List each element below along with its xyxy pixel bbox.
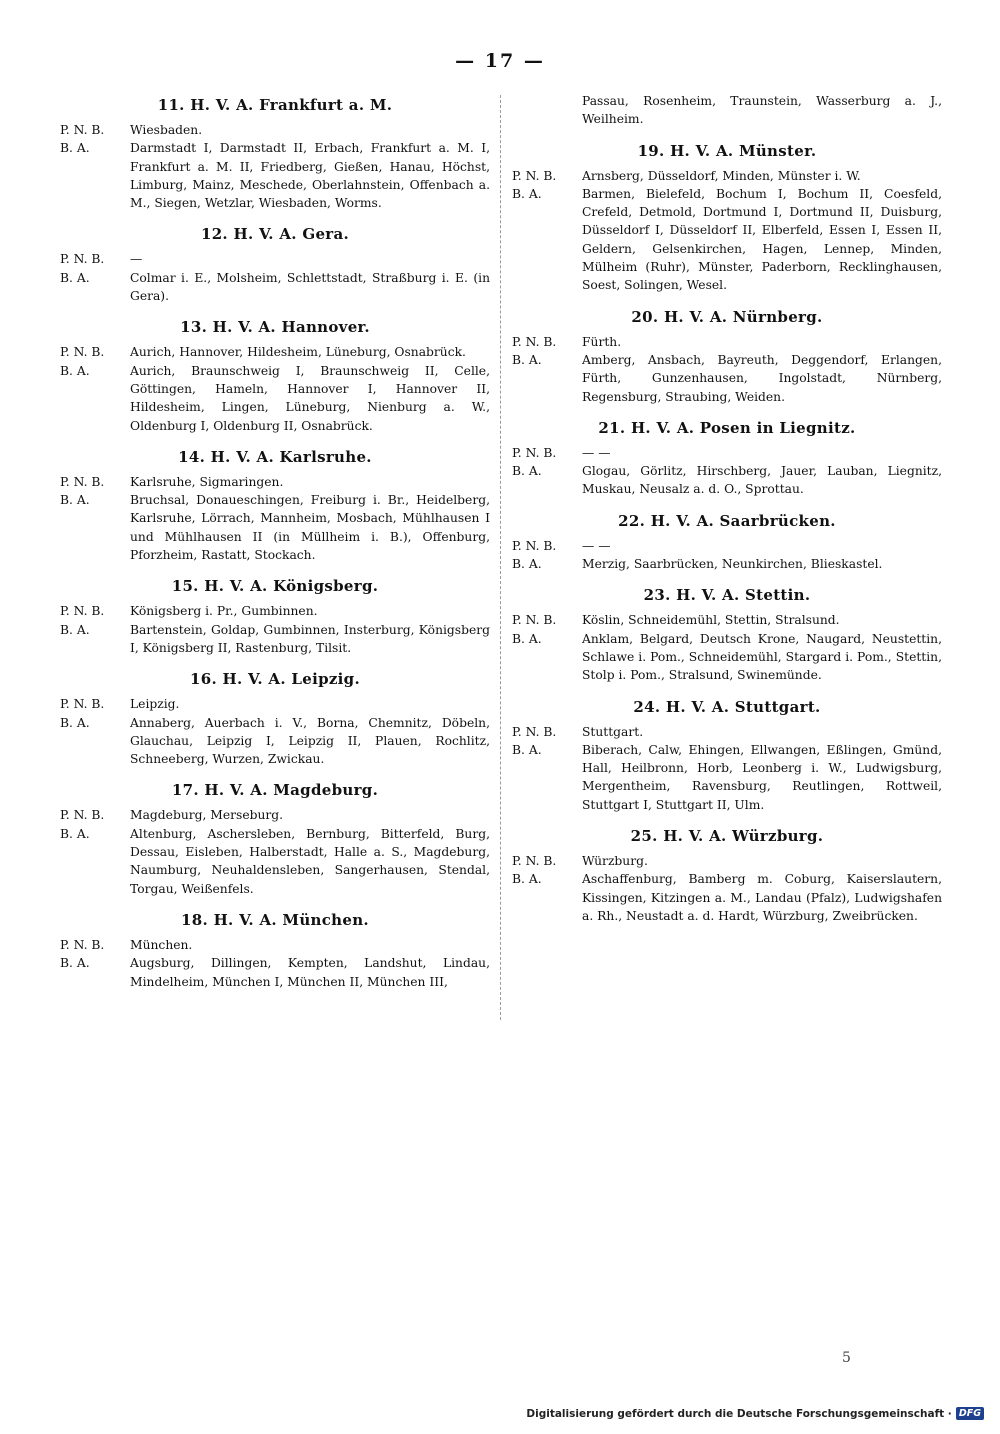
ba-text: Aurich, Braunschweig I, Braunschweig II, Celle, Göttingen, Hameln, Hannover I, Hannover II, Hildesheim, Lingen, Lüneburg, Nienburg a. W., Oldenburg I, Oldenburg II, Osnabrück. [130, 363, 490, 433]
pnb-text: — — [582, 538, 611, 553]
section-heading: 22. H. V. A. Saarbrücken. [618, 511, 836, 530]
ba-row [60, 269, 490, 306]
section-heading: 11. H. V. A. Frankfurt a. M. [157, 96, 393, 114]
pnb-label: P. N. B. [60, 474, 105, 489]
ba-label: B. A. [512, 557, 542, 572]
page-number: — 17 — [455, 50, 545, 72]
section-heading: 14. H. V. A. Karlsruhe. [178, 447, 372, 466]
pnb-text: Köslin, Schneidemühl, Stettin, Stralsund. [582, 613, 840, 628]
section-25-wuerzburg [512, 827, 942, 925]
continuation-text: Passau, Rosenheim, Traunstein, Wasserburg a. J., Weilheim. [582, 94, 942, 127]
ba-row [512, 351, 942, 406]
section-17-magdeburg [60, 781, 490, 897]
ba-row [60, 954, 490, 991]
pnb-text: Fürth. [582, 334, 622, 349]
pnb-label: P. N. B. [60, 808, 105, 823]
ba-label: B. A. [512, 464, 542, 479]
ba-text: Biberach, Calw, Ehingen, Ellwangen, Eßlingen, Gmünd, Hall, Heilbronn, Horb, Leonberg i. W., Ludwigsburg, Mergentheim, Ravensburg, Reutlingen, Rottweil, Stuttgart I, Stuttgart II, Ulm. [582, 742, 942, 812]
pnb-text: Königsberg i. Pr., Gumbinnen. [130, 604, 318, 619]
right-column [512, 92, 942, 938]
ba-text: Augsburg, Dillingen, Kempten, Landshut, Lindau, Mindelheim, München I, München II, München III, [130, 956, 490, 989]
ba-label: B. A. [512, 742, 542, 757]
ba-label: B. A. [60, 270, 90, 285]
section-heading: 20. H. V. A. Nürnberg. [631, 307, 823, 326]
pnb-label: P. N. B. [60, 604, 105, 619]
ba-text: Colmar i. E., Molsheim, Schlettstadt, Straßburg i. E. (in Gera). [130, 270, 490, 304]
pnb-row [512, 444, 942, 462]
pnb-text: — — [582, 445, 611, 460]
ba-label: B. A. [60, 715, 90, 730]
ba-label: B. A. [60, 493, 90, 508]
pnb-text: — [130, 252, 143, 267]
ba-text: Altenburg, Aschersleben, Bernburg, Bitterfeld, Burg, Dessau, Eisleben, Halberstadt, Halle a. S., Magdeburg, Naumburg, Neuhaldensleben, Sangerhausen, Stendal, Torgau, Weißenfels. [130, 826, 490, 896]
section-heading: 13. H. V. A. Hannover. [180, 318, 370, 337]
ba-text: Barmen, Bielefeld, Bochum I, Bochum II, Coesfeld, Crefeld, Detmold, Dortmund I, Dortmund II, Duisburg, Düsseldorf I, Düsseldorf II, Elberfeld, Essen I, Essen II, Geldern, Gelsenkirchen, Hagen, Lennep, Minden, Mülheim (Ruhr), Münster, Paderborn, Recklinghausen, Soest, Solingen, Wesel. [582, 186, 942, 293]
ba-row [512, 741, 942, 814]
pnb-row [60, 806, 490, 824]
pnb-text: Arnsberg, Düsseldorf, Minden, Münster i. W. [582, 168, 861, 183]
pnb-text: Aurich, Hannover, Hildesheim, Lüneburg, Osnabrück. [130, 345, 466, 360]
section-15-koenigsberg [60, 577, 490, 657]
pnb-label: P. N. B. [512, 724, 557, 739]
sheet-signature-mark: 5 [842, 1350, 851, 1366]
section-23-stettin [512, 586, 942, 684]
dfg-logo: DFG [956, 1407, 984, 1420]
pnb-row [512, 852, 942, 870]
ba-row [512, 870, 942, 925]
ba-row [60, 491, 490, 564]
pnb-label: P. N. B. [60, 937, 105, 952]
ba-text: Amberg, Ansbach, Bayreuth, Deggendorf, Erlangen, Fürth, Gunzenhausen, Ingolstadt, Nürnberg, Regensburg, Straubing, Weiden. [582, 352, 942, 404]
ba-label: B. A. [60, 141, 90, 156]
ba-row [60, 825, 490, 898]
ba-row [512, 630, 942, 685]
ba-text: Merzig, Saarbrücken, Neunkirchen, Blieskastel. [582, 557, 883, 572]
section-22-saarbruecken [512, 512, 942, 574]
ba-row [512, 555, 942, 573]
section-19-muenster [512, 142, 942, 295]
ba-label: B. A. [512, 872, 542, 887]
pnb-label: P. N. B. [512, 613, 557, 628]
section-16-leipzig [60, 670, 490, 768]
ba-text: Bartenstein, Goldap, Gumbinnen, Insterburg, Königsberg I, Königsberg II, Rastenburg, Tilsit. [130, 622, 490, 655]
pnb-label: P. N. B. [60, 123, 105, 137]
section-21-posen [512, 419, 942, 499]
ba-text: Glogau, Görlitz, Hirschberg, Jauer, Lauban, Liegnitz, Muskau, Neusalz a. d. O., Sprottau. [582, 464, 942, 497]
section-heading: 15. H. V. A. Königsberg. [171, 577, 379, 596]
section-heading: 19. H. V. A. Münster. [637, 141, 817, 160]
section-heading: 24. H. V. A. Stuttgart. [633, 697, 821, 716]
ba-text: Annaberg, Auerbach i. V., Borna, Chemnitz, Döbeln, Glauchau, Leipzig I, Leipzig II, Plauen, Rochlitz, Schneeberg, Wurzen, Zwickau. [130, 715, 490, 767]
ba-row [60, 621, 490, 658]
pnb-label: P. N. B. [512, 538, 557, 553]
column-divider [500, 95, 501, 1020]
pnb-label: P. N. B. [512, 334, 557, 349]
pnb-row [512, 333, 942, 351]
ba-label: B. A. [512, 631, 542, 646]
left-column [60, 92, 490, 1004]
section-11-frankfurt [60, 96, 490, 212]
section-heading: 18. H. V. A. München. [181, 910, 369, 929]
pnb-label: P. N. B. [60, 697, 105, 712]
section-20-nuernberg [512, 308, 942, 406]
pnb-text: Wiesbaden. [130, 123, 203, 137]
ba-row [60, 714, 490, 769]
pnb-label: P. N. B. [512, 168, 557, 183]
footer-text: Digitalisierung gefördert durch die Deutsche Forschungsgemeinschaft · [526, 1407, 952, 1420]
ba-row [60, 139, 490, 212]
pnb-label: P. N. B. [512, 445, 557, 460]
pnb-row [60, 602, 490, 620]
footer-credit [526, 1407, 984, 1420]
pnb-row [60, 250, 490, 268]
ba-row [512, 462, 942, 499]
ba-row [60, 362, 490, 435]
pnb-label: P. N. B. [60, 252, 105, 267]
pnb-row [512, 537, 942, 555]
pnb-text: Leipzig. [130, 697, 180, 712]
ba-row [512, 185, 942, 295]
pnb-row [60, 121, 490, 139]
section-13-hannover [60, 318, 490, 434]
ba-label: B. A. [60, 363, 90, 378]
ba-label: B. A. [512, 186, 542, 201]
pnb-row [512, 723, 942, 741]
section-heading: 16. H. V. A. Leipzig. [190, 670, 360, 689]
section-heading: 17. H. V. A. Magdeburg. [171, 781, 379, 800]
section-24-stuttgart [512, 698, 942, 814]
section-12-gera [60, 225, 490, 305]
pnb-row [512, 611, 942, 629]
pnb-label: P. N. B. [512, 854, 557, 869]
pnb-row [60, 936, 490, 954]
section-18-muenchen [60, 911, 490, 991]
pnb-text: Stuttgart. [582, 724, 644, 739]
ba-label: B. A. [60, 956, 90, 971]
ba-label: B. A. [512, 352, 542, 367]
ba-text: Bruchsal, Donaueschingen, Freiburg i. Br., Heidelberg, Karlsruhe, Lörrach, Mannheim, Mosbach, Mühlhausen I und Mühlhausen II (in Müllheim i. B.), Offenburg, Pforzheim, Rastatt, Stockach. [130, 493, 490, 563]
pnb-row [60, 695, 490, 713]
pnb-text: Würzburg. [582, 854, 648, 869]
ba-text: Darmstadt I, Darmstadt II, Erbach, Frankfurt a. M. I, Frankfurt a. M. II, Friedberg, Gießen, Hanau, Höchst, Limburg, Mainz, Meschede, Oberlahnstein, Offenbach a. M., Siegen, Wetzlar, Wiesbaden, Worms. [130, 141, 490, 211]
section-heading: 21. H. V. A. Posen in Liegnitz. [598, 418, 856, 437]
ba-label: B. A. [60, 622, 90, 637]
section-heading: 12. H. V. A. Gera. [200, 225, 350, 244]
pnb-row [60, 343, 490, 361]
ba-label: B. A. [60, 826, 90, 841]
ba-text: Anklam, Belgard, Deutsch Krone, Naugard, Neustettin, Schlawe i. Pom., Schneidemühl, Stargard i. Pom., Stettin, Stolp i. Pom., Stralsund, Swinemünde. [582, 631, 942, 683]
section-14-karlsruhe [60, 448, 490, 564]
section-heading: 23. H. V. A. Stettin. [643, 586, 811, 605]
pnb-text: Karlsruhe, Sigmaringen. [130, 474, 284, 489]
section-heading: 25. H. V. A. Würzburg. [630, 827, 824, 846]
pnb-text: München. [130, 937, 193, 952]
pnb-text: Magdeburg, Merseburg. [130, 808, 284, 823]
pnb-row [60, 473, 490, 491]
ba-text: Aschaffenburg, Bamberg m. Coburg, Kaiserslautern, Kissingen, Kitzingen a. M., Landau (Pfalz), Ludwigshafen a. Rh., Neustadt a. d. Hardt, Würzburg, Zweibrücken. [582, 872, 942, 923]
pnb-row [512, 167, 942, 185]
pnb-label: P. N. B. [60, 345, 105, 360]
